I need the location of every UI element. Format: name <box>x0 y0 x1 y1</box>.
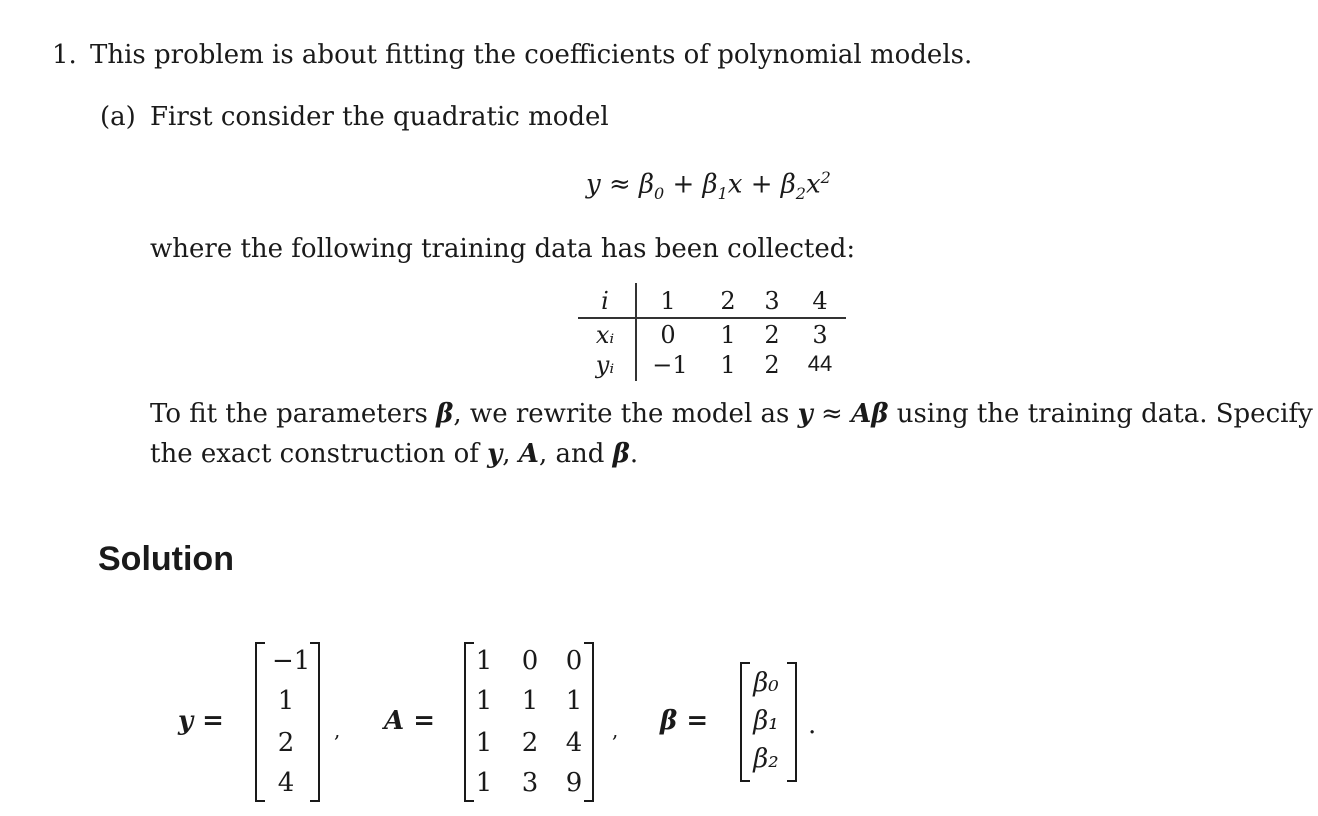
y-entry: 1 <box>277 686 295 716</box>
table-cell: 2 <box>764 351 780 379</box>
data-intro: where the following training data has been collected: <box>150 234 856 264</box>
table-header-rule <box>578 317 846 319</box>
y-entry: 2 <box>277 728 295 758</box>
y-label: y = <box>178 706 224 736</box>
solution-heading: Solution <box>98 540 234 578</box>
y-bracket-right <box>310 642 320 802</box>
A-entry: 0 <box>521 646 539 676</box>
beta-entry: β₁ <box>753 706 779 736</box>
A-entry: 1 <box>475 728 493 758</box>
A-entry: 0 <box>565 646 583 676</box>
table-cell: 0 <box>660 321 676 349</box>
A-entry: 1 <box>475 646 493 676</box>
table-column-rule <box>635 283 637 381</box>
beta-label: β = <box>660 706 709 736</box>
table-cell: −1 <box>652 351 688 379</box>
A-label: A = <box>384 706 436 736</box>
y-comma: , <box>334 718 341 742</box>
table-cell: 3 <box>764 287 780 315</box>
beta-bracket-right <box>787 662 797 782</box>
problem-number: 1. <box>52 40 77 70</box>
table-cell: 4 <box>812 287 828 315</box>
table-cell: 2 <box>720 287 736 315</box>
A-entry: 1 <box>475 686 493 716</box>
y-entry: −1 <box>272 646 311 676</box>
table-cell: 2 <box>764 321 780 349</box>
table-cell: 44 <box>807 351 833 376</box>
y-bracket-left <box>255 642 265 802</box>
task-line-1: To fit the parameters β, we rewrite the model as y ≈ Aβ using the training data. Specify <box>150 399 1313 429</box>
A-entry: 4 <box>565 728 583 758</box>
table-cell: 3 <box>812 321 828 349</box>
table-cell: yᵢ <box>595 351 615 379</box>
A-entry: 3 <box>521 768 539 798</box>
A-entry: 1 <box>521 686 539 716</box>
final-period: . <box>808 710 817 740</box>
task-line-2: the exact construction of y, A, and β. <box>150 439 639 469</box>
beta-entry: β₀ <box>753 668 779 698</box>
table-cell: xᵢ <box>595 321 615 349</box>
A-entry: 9 <box>565 768 583 798</box>
part-text: First consider the quadratic model <box>150 102 609 132</box>
part-label: (a) <box>100 102 136 132</box>
table-cell: 1 <box>660 287 676 315</box>
A-entry: 2 <box>521 728 539 758</box>
problem-intro: This problem is about fitting the coefficients of polynomial models. <box>90 40 973 70</box>
y-entry: 4 <box>277 768 295 798</box>
A-comma: , <box>612 718 619 742</box>
table-cell: 1 <box>720 351 736 379</box>
A-entry: 1 <box>565 686 583 716</box>
table-cell: 1 <box>720 321 736 349</box>
beta-entry: β₂ <box>753 744 779 774</box>
table-cell: i <box>601 287 609 315</box>
quadratic-model-equation: $y \approx \beta_0 + \beta_1x + \beta_2x^2$ <box>586 168 831 203</box>
A-entry: 1 <box>475 768 493 798</box>
